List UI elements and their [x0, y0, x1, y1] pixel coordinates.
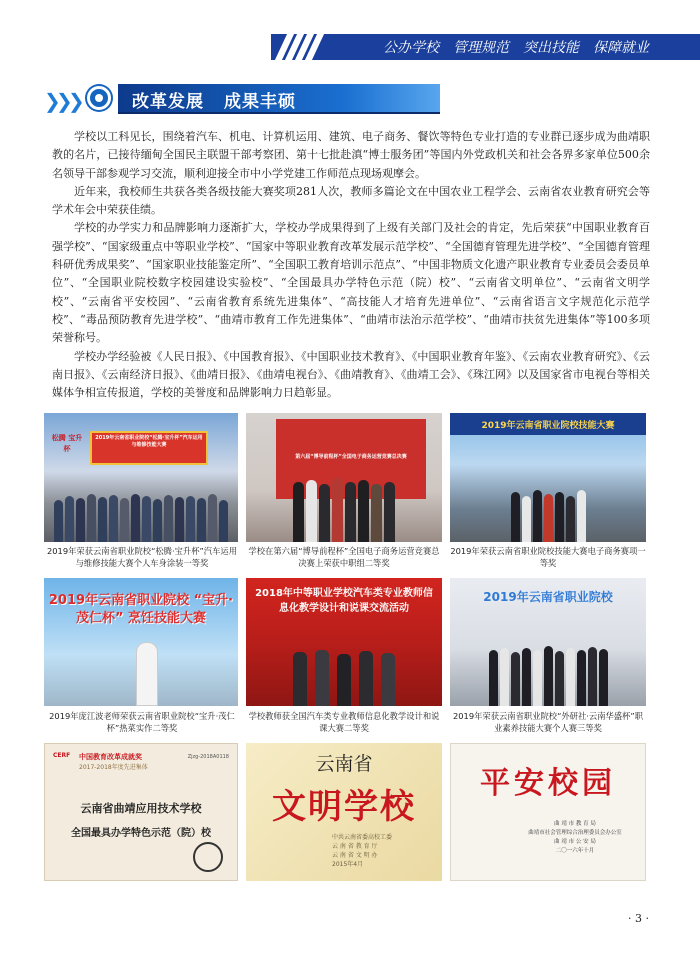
banner-stripes [277, 34, 317, 60]
plaque-org: 曲 靖 市 教 育 局 [554, 821, 596, 827]
plaque-org: 中共云南省委高校工委 [332, 834, 393, 841]
cerf-logo: CERF [53, 752, 71, 759]
cert-line-1: 云南省曲靖应用技术学校 [80, 802, 202, 815]
photo-caption: 2019年荣获云南省职业院校技能大赛电子商务赛项一等奖 [450, 546, 646, 568]
page-number: · 3 · [628, 912, 649, 925]
photo-banner-text: 2018年中等职业学校汽车类专业教师信息化教学设计和说课交流活动 [255, 588, 433, 614]
people-group [246, 644, 442, 706]
paragraph: 近年来，我校师生共获各类各级技能大赛奖项281人次，教师多篇论文在中国农业工程学会、云南省农业教育研究会等学术年会中荣获佳绩。 [52, 184, 650, 217]
plaque-issuers [511, 820, 639, 856]
slogan-2: 管理规范 [453, 40, 509, 56]
cert-top-title: 中国教育改革成就奖 [79, 753, 142, 761]
photo-caption: 2019年荣获云南省职业院校“外研社·云南华盛杯”职业素养技能大赛个人赛三等奖 [453, 711, 643, 733]
photo-banner-text: 第六届“博导前程杯”全国电子商务运营竞赛总决赛 [295, 454, 407, 460]
section-title-part1: 改革发展 [132, 92, 204, 112]
paragraph: 学校的办学实力和品牌影响力逐渐扩大，学校办学成果得到了上级有关部门及社会的肯定，先后荣获“中国职业教育百强学校”、“国家级重点中等职业学校”、“国家中等职业教育改革发展示范学校”、“全国德育管理先进学校”、“全国德育管理科研优秀成果奖”、“国家职业技能鉴定所”、“全国职工教育培训示范点”、“中国非物质文化遗产职业教育专业委员会委员单位”、“全国职业院校数字校园建设实验校”、“全国最具办学特色示范（院）校”、“云南省文明单位”、“云南省文明学校”、“云南省平安校园”、“云南省教育系统先进集体”、“高技能人才培育先进单位”、“云南省语言文字规范化示范学校”、“毒品预防教育先进学校”、“曲靖市教育工作先进集体”、“曲靖市法治示范学校”、“曲靖市扶贫先进集体”等100多项荣誉称号。 [52, 221, 650, 345]
plaque-main: 平安校园 [480, 766, 616, 801]
person-chef [136, 642, 158, 706]
plaque-date: 2015年4月 [332, 861, 364, 868]
plaque-org: 曲靖市社会管理综合治理委员会办公室 [528, 830, 622, 836]
photo-banner-text: 2019年云南省职业院校“松腾·宝升杯”汽车运用与维修技能大赛 [95, 435, 203, 448]
photo-banner-text: 2019年云南省职业院校 “宝升·茂仁杯” 烹饪技能大赛 [48, 593, 234, 626]
photo-award-group-4 [246, 578, 442, 706]
section-title [132, 87, 296, 112]
article-body [52, 128, 650, 402]
certificate-reform-award [44, 743, 238, 881]
slogan-list [383, 37, 649, 57]
cert-number: Zjzg-2018A0118 [187, 754, 229, 760]
section-title-bar [118, 84, 440, 114]
plaque-org: 云 南 省 教 育 厅 [332, 843, 378, 850]
plaque-date: 二〇一六年十月 [555, 848, 595, 854]
seal-stamp-icon [193, 842, 223, 872]
paragraph: 学校办学经验被《人民日报》、《中国教育报》、《中国职业技术教育》、《中国职业教育年鉴》、《云南农业教育研究》、《云南日报》、《云南经济日报》、《曲靖日报》、《曲靖电视台》、《曲靖教育》、《曲靖工会》、《珠江网》以及国家省市电视台等相关媒体争相宣传报道，学校的美誉度和品牌影响力日趋彰显。 [52, 349, 650, 400]
slogan-1: 公办学校 [383, 40, 439, 56]
photo-award-group-2 [246, 413, 442, 542]
photo-caption: 学校在第六届“博导前程杯”全国电子商务运营竞赛总决赛上荣获中职组二等奖 [248, 546, 440, 568]
plaque-org: 云 南 省 文 明 办 [332, 852, 378, 859]
people-group [450, 480, 646, 542]
slogan-3: 突出技能 [523, 40, 579, 56]
people-group [450, 636, 646, 706]
slogan-4: 保障就业 [593, 40, 649, 56]
paragraph: 学校以工科见长，围绕着汽车、机电、计算机运用、建筑、电子商务、餐饮等特色专业打造的专业群已逐步成为曲靖职教的名片，已接待缅甸全国民主联盟干部考察团、第十七批赴滇“博士服务团”等国内外党政机关和社会各界多家单位500余名领导干部参观学习交流，顺利迎接全市中小学党建工作师范点现场观摩会。 [52, 130, 650, 180]
plaque-civilized-school [246, 743, 442, 881]
photo-award-individual-1 [44, 578, 238, 706]
plaque-main: 文明学校 [272, 787, 416, 827]
plaque-safe-campus [450, 743, 646, 881]
photo-caption: 学校教师获全国汽车类专业教师信息化教学设计和说课大赛二等奖 [248, 711, 440, 733]
section-title-part2: 成果丰硕 [224, 92, 296, 112]
photo-caption: 2019年庞江波老师荣获云南省职业院校“宝升·茂仁杯”热菜实作二等奖 [49, 711, 235, 733]
cert-line-2: 全国最具办学特色示范（院）校 [71, 828, 211, 839]
cert-subtitle: 2017-2018年度先进集体 [79, 764, 148, 771]
plaque-issuers [332, 833, 432, 869]
photo-banner-text: 2019年云南省职业院校技能大赛 [481, 421, 615, 431]
plaque-top: 云南省 [315, 753, 373, 775]
plaque-org: 曲 靖 市 公 安 局 [554, 839, 596, 845]
top-banner [271, 34, 700, 60]
photo-banner-text: 2019年云南省职业院校 [483, 590, 613, 604]
people-group [246, 470, 442, 542]
sponsor-logo: 松腾 宝升杯 [51, 434, 83, 453]
photo-caption: 2019年荣获云南省职业院校“松腾·宝升杯”汽车运用与维修技能大赛个人车身涂装一等奖 [47, 546, 237, 568]
people-group [44, 482, 238, 542]
photo-award-group-1 [44, 413, 238, 542]
photo-award-group-5 [450, 578, 646, 706]
photo-award-group-3 [450, 413, 646, 542]
chevron-arrows-icon: ❯ ❯ ❯ [44, 89, 85, 113]
target-circle-icon [87, 86, 111, 110]
